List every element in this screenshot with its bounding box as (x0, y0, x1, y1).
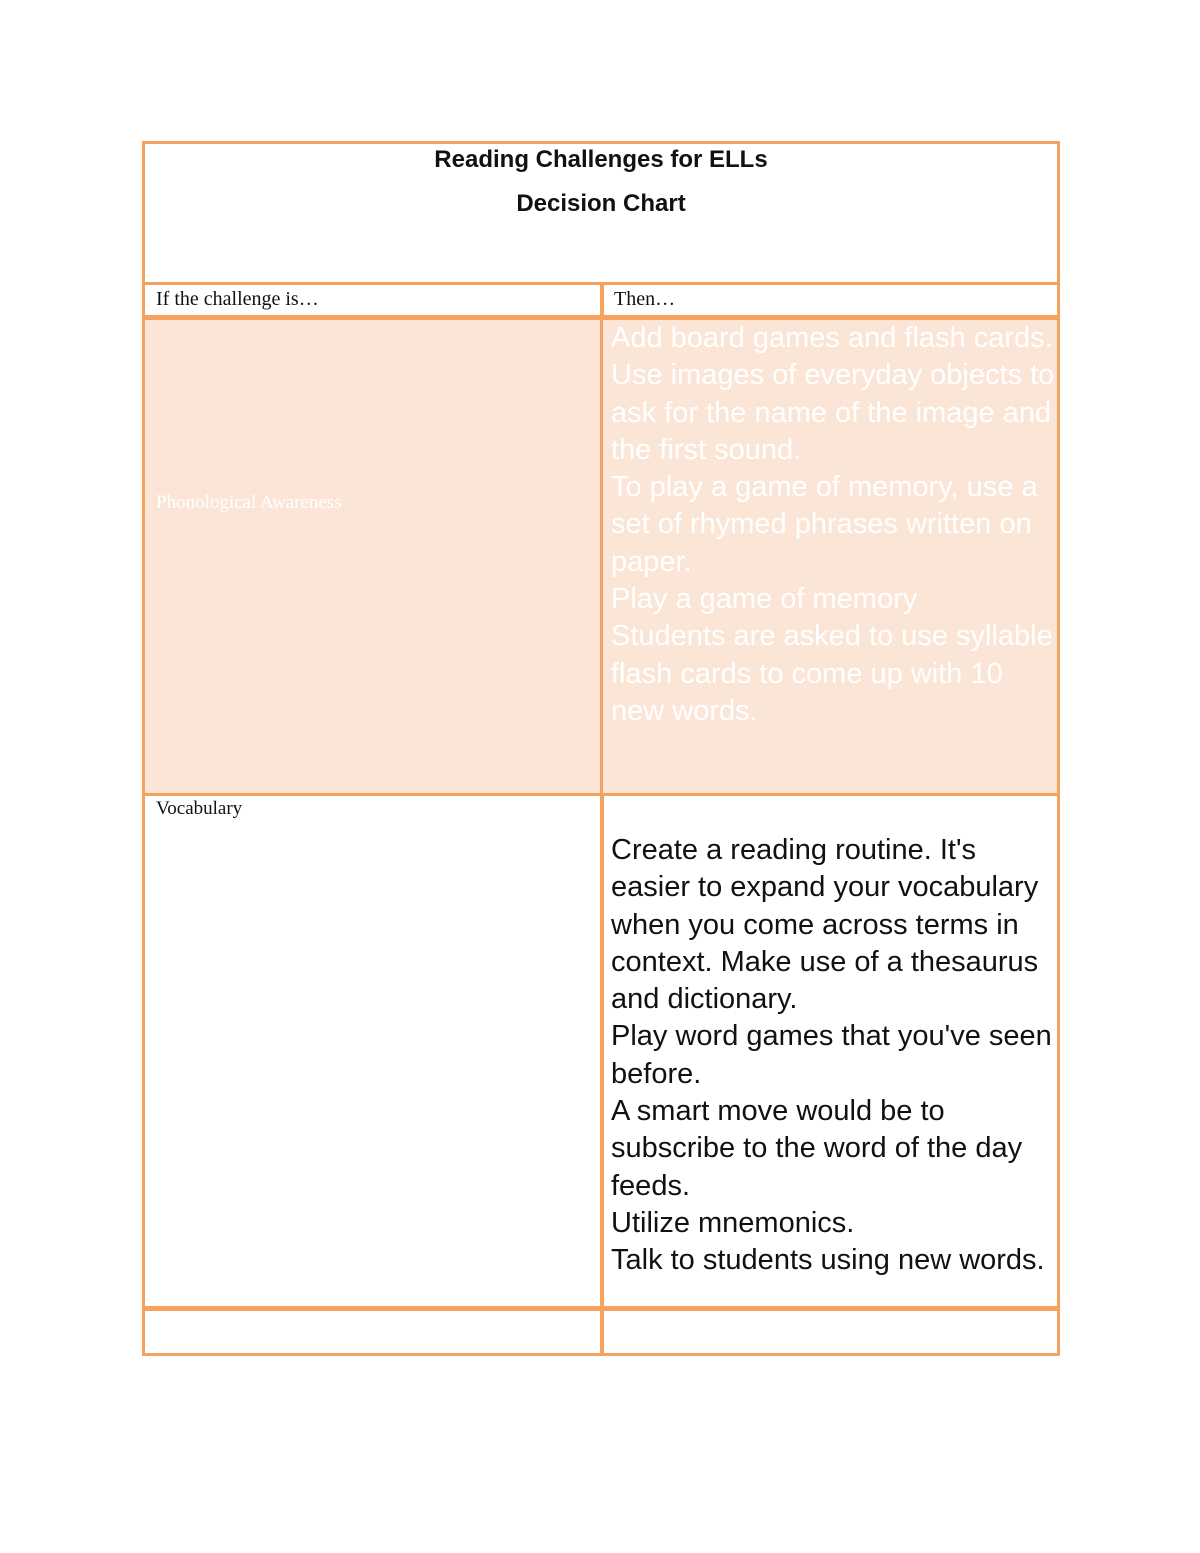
challenge-cell-phonological (142, 316, 604, 796)
actions-list-vocabulary (611, 832, 1056, 1280)
actions-list-phonological (611, 320, 1056, 730)
header-then-label: Then… (614, 288, 676, 310)
action-item: Use images of everyday objects to ask for the name of the image and the first sound. (611, 359, 1055, 466)
action-item: Add board games and flash cards. (611, 322, 1053, 354)
title-cell (142, 141, 1060, 285)
overflow-cell-right (600, 1306, 1060, 1356)
action-item: Create a reading routine. It's easier to expand your vocabulary when you come across terms in context. Make use of a thesaurus and dictionary. (611, 834, 1039, 1016)
header-cell-then (600, 282, 1060, 318)
chart-subtitle: Decision Chart (516, 190, 686, 217)
header-cell-challenge (142, 282, 604, 318)
challenge-cell-vocabulary (142, 793, 604, 1311)
action-item: Play word games that you've seen before. (611, 1020, 1052, 1090)
action-item: To play a game of memory, use a set of rhymed phrases written on paper. (611, 471, 1038, 578)
action-item: Students are asked to use syllable flash cards to come up with 10 new words. (611, 620, 1053, 727)
chart-title: Reading Challenges for ELLs (434, 146, 768, 173)
action-item: Talk to students using new words. (611, 1244, 1045, 1277)
action-item: Utilize mnemonics. (611, 1206, 855, 1239)
action-item: Play a game of memory (611, 583, 918, 616)
header-challenge-label: If the challenge is… (156, 288, 319, 310)
empty-cell-left (142, 1306, 604, 1356)
challenge-label-vocabulary: Vocabulary (156, 798, 243, 819)
challenge-label-phonological: Phonological Awareness (156, 492, 342, 513)
action-item: A smart move would be to subscribe to the word of the day feeds. (611, 1095, 1023, 1202)
